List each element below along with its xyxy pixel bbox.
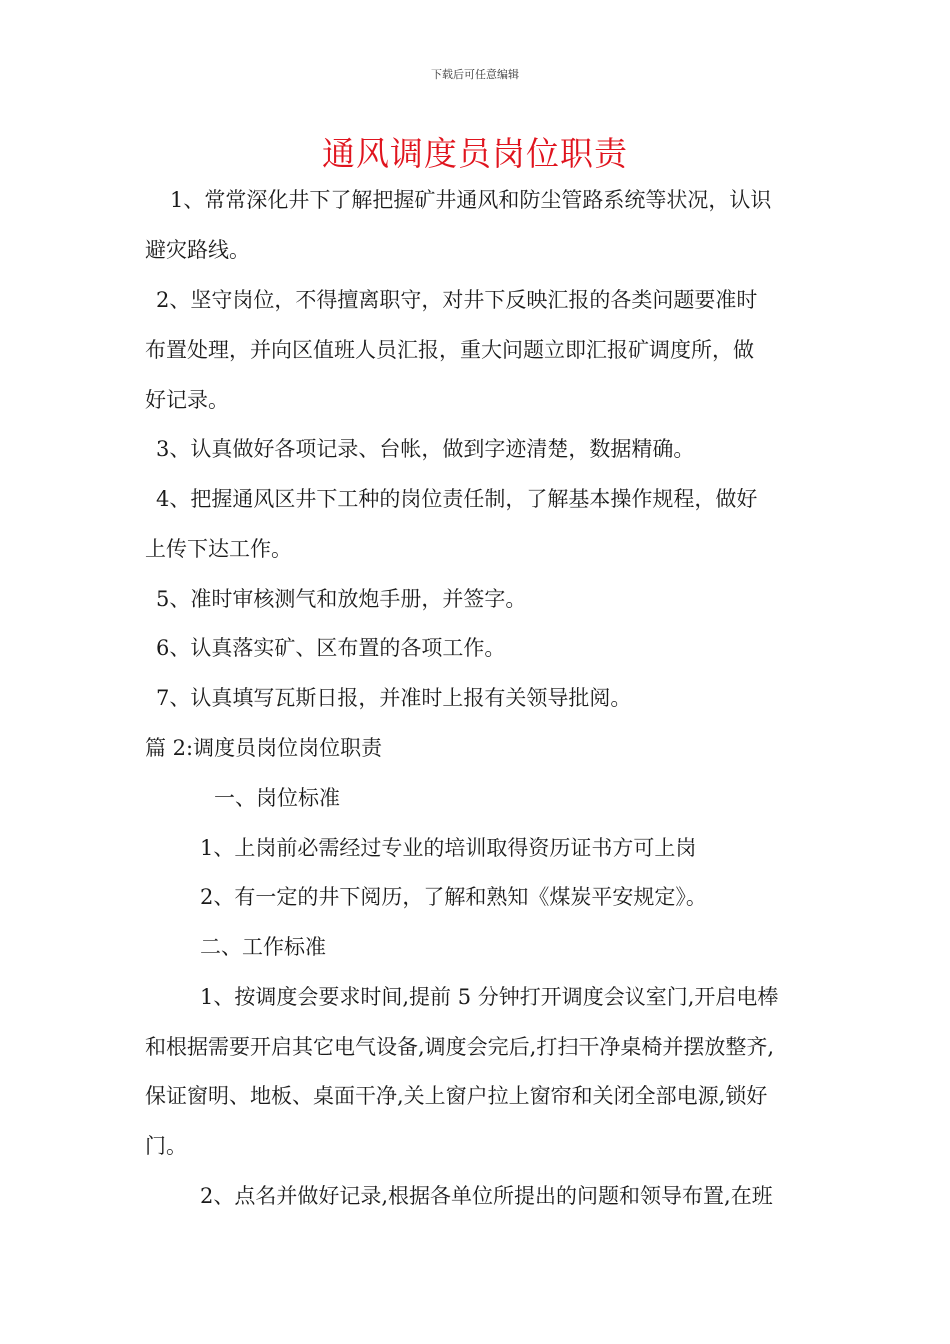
paragraph-line: 2、有一定的井下阅历，了解和熟知《煤炭平安规定》。 (200, 885, 707, 909)
paragraph-line: 门。 (145, 1134, 187, 1158)
paragraph-line: 和根据需要开启其它电气设备,调度会完后,打扫干净桌椅并摆放整齐, (145, 1035, 775, 1059)
paragraph-line: 上传下达工作。 (145, 537, 292, 561)
paragraph-line: 避灾路线。 (145, 238, 250, 262)
header-note: 下载后可任意编辑 (431, 68, 519, 81)
paragraph-line: 1、常常深化井下了解把握矿井通风和防尘管路系统等状况，认识 (170, 188, 772, 212)
paragraph-line: 4、把握通风区井下工种的岗位责任制，了解基本操作规程，做好 (156, 487, 758, 511)
paragraph-line: 2、点名并做好记录,根据各单位所提出的问题和领导布置,在班 (200, 1184, 773, 1208)
paragraph-line: 6、认真落实矿、区布置的各项工作。 (156, 636, 506, 660)
paragraph-line: 3、认真做好各项记录、台帐，做到字迹清楚，数据精确。 (156, 437, 695, 461)
paragraph-line: 7、认真填写瓦斯日报，并准时上报有关领导批阅。 (156, 686, 632, 710)
paragraph-line: 保证窗明、地板、桌面干净,关上窗户拉上窗帘和关闭全部电源,锁好 (145, 1084, 768, 1108)
paragraph-line: 1、按调度会要求时间,提前 5 分钟打开调度会议室门,开启电棒 (200, 985, 779, 1009)
paragraph-line: 布置处理，并向区值班人员汇报，重大问题立即汇报矿调度所，做 (145, 338, 754, 362)
paragraph-line: 5、准时审核测气和放炮手册，并签字。 (156, 587, 527, 611)
subsection-heading: 一、岗位标准 (214, 786, 340, 810)
subsection-heading: 二、工作标准 (200, 935, 326, 959)
section-heading: 篇 2:调度员岗位岗位职责 (145, 736, 383, 760)
paragraph-line: 1、上岗前必需经过专业的培训取得资历证书方可上岗 (200, 836, 697, 860)
paragraph-line: 2、坚守岗位，不得擅离职守，对井下反映汇报的各类问题要准时 (156, 288, 758, 312)
document-title: 通风调度员岗位职责 (322, 134, 628, 173)
paragraph-line: 好记录。 (145, 388, 229, 412)
